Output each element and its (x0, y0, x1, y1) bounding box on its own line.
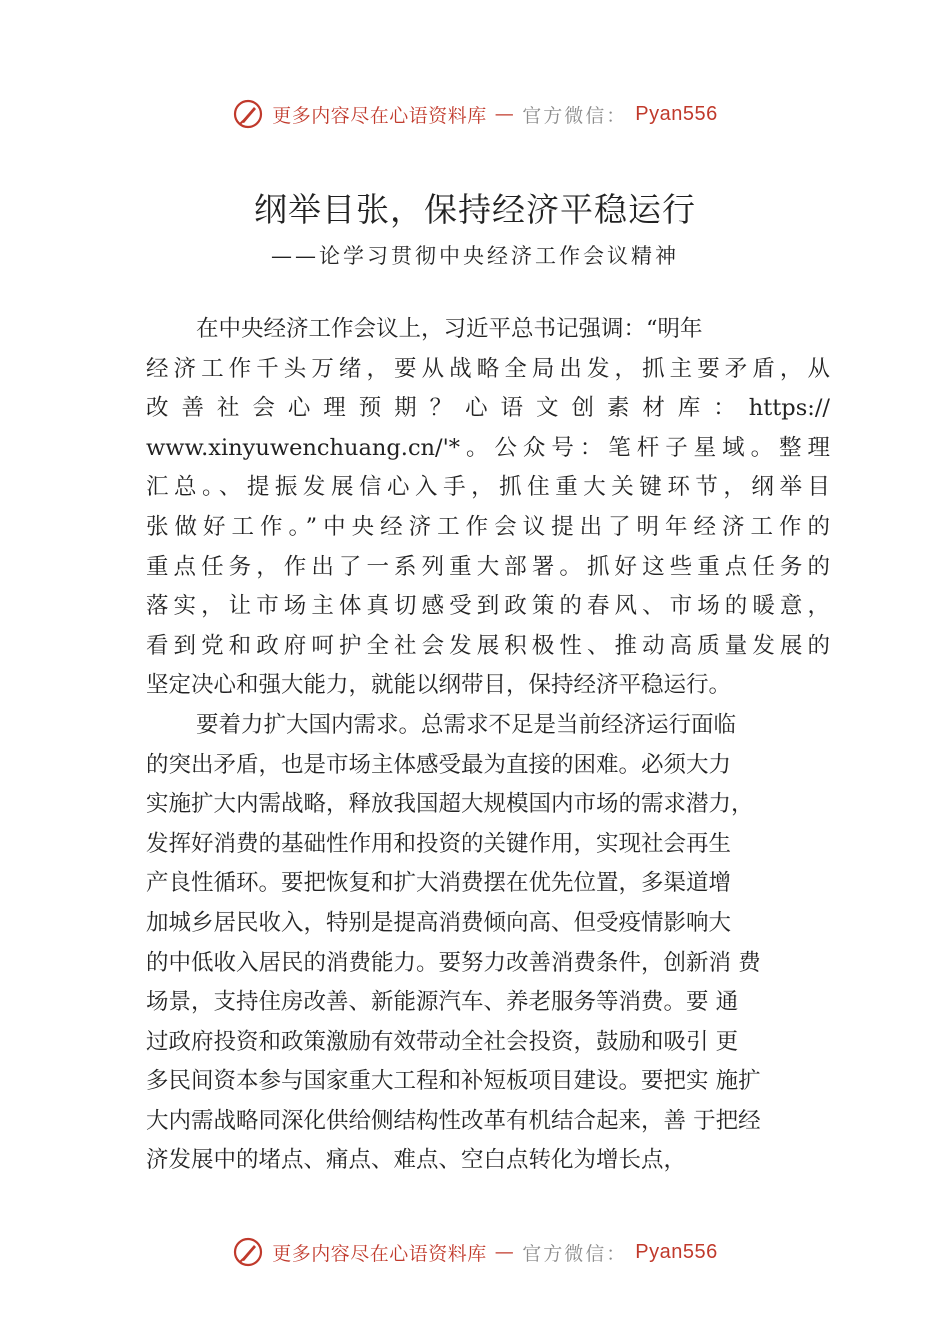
body-line: 场景，支持住房改善、新能源汽车、养老服务等消费。要 通 (146, 989, 739, 1016)
body-line: 经济工作千头万绪，要从战略全局出发，抓主要矛盾，从 (146, 355, 830, 382)
body-line: 大内需战略同深化供给侧结构性改革有机结合起来，善 于把经 (146, 1107, 761, 1134)
banner-wechat-label: 官方微信： (522, 1242, 628, 1265)
body-line: 在中央经济工作会议上，习近平总书记强调：“明年 (196, 316, 703, 342)
quill-logo-icon (232, 1236, 264, 1268)
body-line: 张做好工作。”中央经济工作会议提出了明年经济工作的 (146, 513, 830, 540)
body-line: 多民间资本参与国家重大工程和补短板项目建设。要把实 施扩 (146, 1068, 761, 1095)
body-line: 落实，让市场主体真切感受到政策的春风、市场的暖意， (146, 593, 830, 620)
footer-banner (0, 1232, 950, 1272)
body-line: 的突出矛盾，也是市场主体感受最为直接的困难。必须大力 (146, 751, 732, 778)
body-line: 济发展中的堵点、痛点、难点、空白点转化为增长点， (146, 1147, 687, 1174)
body-line: 的中低收入居民的消费能力。要努力改善消费条件，创新消 费 (146, 949, 761, 976)
body-line: 发挥好消费的基础性作用和投资的关键作用，实现社会再生 (146, 830, 732, 857)
banner-wechat-label: 官方微信： (522, 104, 628, 127)
body-line: 过政府投资和政策激励有效带动全社会投资，鼓励和吸引 更 (146, 1028, 739, 1055)
body-line: www.xinyuwenchuang.cn/'*。公众号：笔杆子星域。整理 (146, 434, 830, 461)
document-body (146, 310, 830, 1181)
header-banner (0, 94, 950, 134)
body-line: 坚定决心和强大能力，就能以纲带目，保持经济平稳运行。 (146, 672, 732, 699)
body-line: 汇总。、提振发展信心入手，抓住重大关键环节，纲举目 (146, 474, 830, 501)
document-subtitle: ——论学习贯彻中央经济工作会议精神 (271, 244, 679, 268)
banner-dash: — (494, 103, 515, 125)
document-title: 纲举目张，保持经济平稳运行 (254, 190, 696, 229)
banner-wechat-id: Pyan556 (635, 102, 718, 125)
body-line: 看到党和政府呵护全社会发展积极性、推动高质量发展的 (146, 632, 830, 659)
banner-wechat-id: Pyan556 (635, 1240, 718, 1263)
body-line: 要着力扩大国内需求。总需求不足是当前经济运行面临 (196, 711, 737, 738)
body-line: 改善社会心理预期？心语文创素材库：https:// (146, 395, 830, 422)
banner-dash: — (494, 1241, 515, 1263)
body-line: 加城乡居民收入，特别是提高消费倾向高、但受疫情影响大 (146, 909, 732, 936)
body-line: 重点任务，作出了一系列重大部署。抓好这些重点任务的 (146, 553, 830, 580)
body-line: 产良性循环。要把恢复和扩大消费摆在优先位置，多渠道增 (146, 870, 732, 897)
banner-site-text: 更多内容尽在心语资料库 (272, 104, 487, 127)
banner-site-text: 更多内容尽在心语资料库 (272, 1242, 487, 1265)
quill-logo-icon (232, 98, 264, 130)
body-line: 实施扩大内需战略，释放我国超大规模国内市场的需求潜力， (146, 791, 754, 818)
